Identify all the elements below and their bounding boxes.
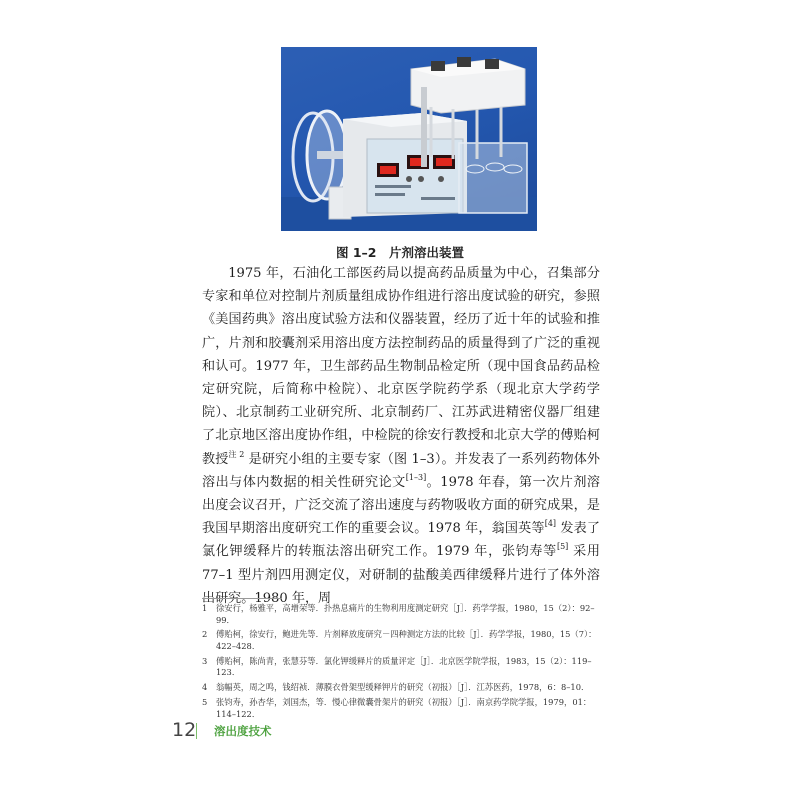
citation-4: [4] — [544, 519, 557, 529]
page-number: 12 — [172, 719, 197, 741]
footnote-number: 4 — [202, 682, 208, 693]
footnote-number: 2 — [202, 629, 208, 640]
dissolution-apparatus-photo — [281, 47, 537, 231]
footnote-item — [202, 697, 602, 720]
footnote-number: 1 — [202, 603, 208, 613]
body-text-part-5: 采用 77–1 型片剂四用测定仪，对研制的盐酸美西律缓释片进行了体外溶出研究。1980 年，周 — [202, 544, 601, 606]
footnote-text: 傅贻柯，徐安行，鲍进先等．片剂释放度研究－四种测定方法的比较［J］．药学学报，1980，15（7）：422–428． — [216, 629, 597, 651]
footnote-number: 5 — [202, 697, 208, 708]
body-text-part-1: 1975 年，石油化工部医药局以提高药品质量为中心，召集部分专家和单位对控制片剂质量组成协作组进行溶出度试验的研究，参照《美国药典》溶出度试验方法和仪器装置，经历了近十年的试验和推广，片剂和胶囊剂采用溶出度方法控制药品的质量得到了广泛的重视和认可。1977 年，卫生部药品生物制品检定所（现中国食品药品检定研究院，后简称中检院）、北京医学院药学系（现北京大学药学院）、北京制药工业研究所、北京制药厂、江苏武进精密仪器厂组建了北京地区溶出度协作组，中检院的徐安行教授和北京大学的傅贻柯教授 — [202, 266, 600, 467]
chapter-title: 溶出度技术 — [214, 724, 272, 738]
footer-separator — [196, 723, 197, 739]
footnote-text: 张钧寿，孙杏华，刘国杰，等．慢心律微囊骨架片的研究（初报）［J］．南京药学院学报，1979，01：114–122． — [216, 697, 592, 719]
footnote-text: 傅贻柯，陈尚青，张慧芬等．氯化钾缓释片的质量评定［J］．北京医学院学报，1983，15（2）：119–123． — [216, 655, 592, 678]
body-paragraph — [202, 262, 600, 610]
footnote-item — [202, 603, 602, 626]
footnote-number: 3 — [202, 655, 208, 666]
footnote-list — [202, 603, 602, 723]
footnote-divider — [202, 598, 282, 599]
note-marker: 注 2 — [228, 449, 245, 459]
footnote-text: 徐安行，杨雅平，高增荣等．扑热息痛片的生物利用度测定研究［J］．药学学报，1980，15（2）：92–99． — [216, 603, 595, 625]
footnote-item — [202, 629, 602, 652]
footnote-item — [202, 682, 602, 694]
body-text-part-3: 。1978 年春，第一次片剂溶出度会议召开，广泛交流了溶出速度与药物吸收方面的研究成果，是我国早期溶出度研究工作的重要会议。1978 年，翁国英等 — [202, 474, 601, 537]
dissolution-apparatus-illustration — [281, 47, 537, 231]
footnote-text: 翁幅英，周之鸣，钱绍祯．薄膜衣骨架型缓释钾片的研究（初报）［J］．江苏医药，1978，6：8–10． — [216, 682, 590, 693]
body-text-part-4: 发表了氯化钾缓释片的转瓶法溶出研究工作。1979 年，张钧寿等 — [202, 521, 600, 560]
footnote-item — [202, 656, 602, 679]
citation-5: [5] — [556, 542, 569, 552]
citation-1-3: [1–3] — [405, 472, 427, 482]
body-text-part-2: 是研究小组的主要专家（图 1–3）。并发表了一系列药物体外溶出与体内数据的相关性研究论文 — [202, 451, 601, 490]
figure-caption: 图 1–2 片剂溶出装置 — [336, 245, 464, 260]
